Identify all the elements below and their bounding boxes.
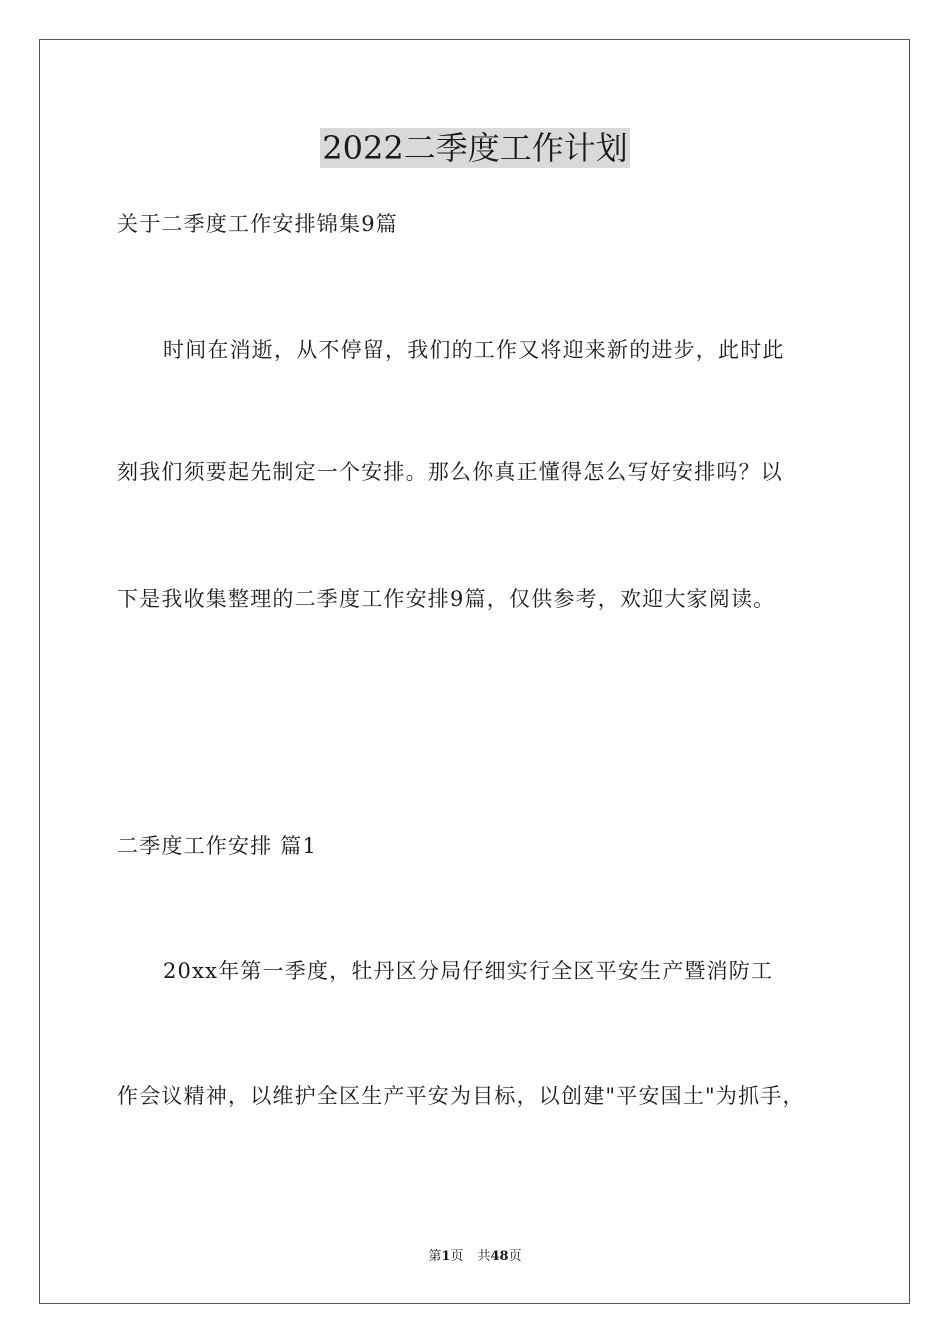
intro-line-3: 下是我收集整理的二季度工作安排9篇，仅供参考，欢迎大家阅读。 [117,587,776,611]
document-title [0,128,950,168]
document-subtitle: 关于二季度工作安排锦集9篇 [117,212,398,236]
current-page-number: 1 [441,1249,451,1264]
document-title-text: 2022二季度工作计划 [322,129,628,167]
intro-line-2: 刻我们须要起先制定一个安排。那么你真正懂得怎么写好安排吗？以 [117,460,783,484]
section-heading: 二季度工作安排 篇1 [117,834,318,858]
section-line-1: 20xx年第一季度，牡丹区分局仔细实行全区平安生产暨消防工 [163,959,774,983]
page-footer [0,1248,950,1266]
total-prefix: 共 [477,1249,491,1264]
section-line-2: 作会议精神，以维护全区生产平安为目标，以创建"平安国土"为抓手， [117,1084,805,1108]
total-page-count: 48 [490,1249,509,1264]
total-suffix: 页 [508,1249,522,1264]
page-prefix: 第 [428,1249,442,1264]
page-suffix: 页 [450,1249,464,1264]
intro-line-1: 时间在消逝，从不停留，我们的工作又将迎来新的进步，此时此 [163,338,785,362]
